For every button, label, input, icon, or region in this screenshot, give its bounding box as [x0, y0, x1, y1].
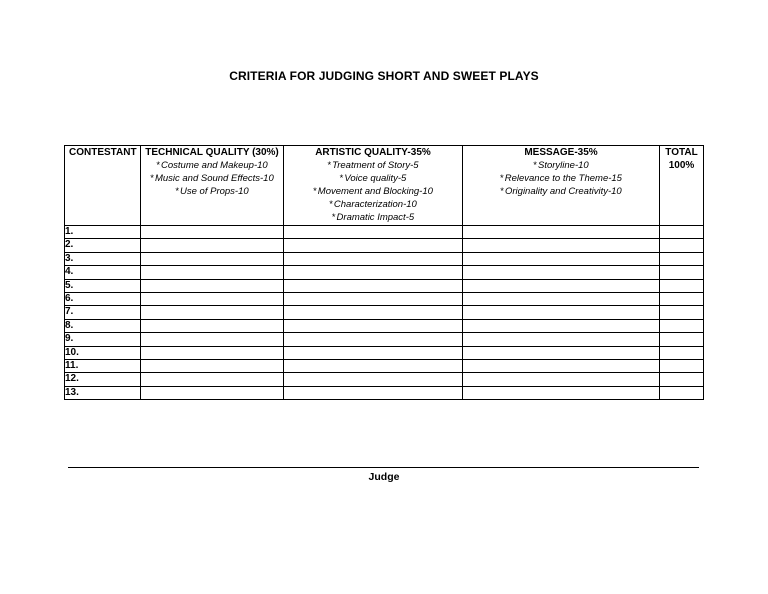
criterion-characterization: * Characterization-10 — [284, 198, 462, 211]
criterion-relevance-theme: * Relevance to the Theme-15 — [463, 172, 659, 185]
row-number: 2. — [65, 239, 141, 252]
table-row — [65, 346, 704, 359]
table-row — [65, 279, 704, 292]
row-number: 3. — [65, 252, 141, 265]
header-row — [65, 146, 704, 226]
artistic-score-cell[interactable] — [284, 333, 463, 346]
message-score-cell[interactable] — [463, 359, 660, 372]
message-score-cell[interactable] — [463, 333, 660, 346]
table-row — [65, 333, 704, 346]
artistic-score-cell[interactable] — [284, 226, 463, 239]
total-score-cell[interactable] — [660, 319, 704, 332]
row-number: 4. — [65, 266, 141, 279]
criterion-treatment-of-story: * Treatment of Story-5 — [284, 159, 462, 172]
artistic-score-cell[interactable] — [284, 266, 463, 279]
technical-score-cell[interactable] — [141, 279, 284, 292]
technical-quality-label: TECHNICAL QUALITY (30%) — [145, 147, 279, 158]
criterion-dramatic-impact: * Dramatic Impact-5 — [284, 211, 462, 224]
artistic-score-cell[interactable] — [284, 306, 463, 319]
row-number: 10. — [65, 346, 141, 359]
judge-label: Judge — [368, 471, 400, 483]
row-number: 11. — [65, 359, 141, 372]
total-score-cell[interactable] — [660, 226, 704, 239]
technical-score-cell[interactable] — [141, 239, 284, 252]
message-score-cell[interactable] — [463, 239, 660, 252]
total-score-cell[interactable] — [660, 333, 704, 346]
technical-score-cell[interactable] — [141, 292, 284, 305]
artistic-score-cell[interactable] — [284, 359, 463, 372]
total-score-cell[interactable] — [660, 359, 704, 372]
message-score-cell[interactable] — [463, 319, 660, 332]
contestant-header — [65, 146, 141, 226]
technical-score-cell[interactable] — [141, 226, 284, 239]
technical-score-cell[interactable] — [141, 252, 284, 265]
contestant-header-label: CONTESTANT — [69, 147, 137, 158]
artistic-score-cell[interactable] — [284, 346, 463, 359]
message-score-cell[interactable] — [463, 292, 660, 305]
artistic-quality-header — [284, 146, 463, 226]
artistic-score-cell[interactable] — [284, 252, 463, 265]
table-row — [65, 226, 704, 239]
message-score-cell[interactable] — [463, 252, 660, 265]
total-score-cell[interactable] — [660, 306, 704, 319]
message-score-cell[interactable] — [463, 279, 660, 292]
row-number: 1. — [65, 226, 141, 239]
technical-score-cell[interactable] — [141, 346, 284, 359]
criterion-originality-creativity: * Originality and Creativity-10 — [463, 185, 659, 198]
criterion-costume-makeup: * Costume and Makeup-10 — [141, 159, 283, 172]
technical-score-cell[interactable] — [141, 266, 284, 279]
total-score-cell[interactable] — [660, 266, 704, 279]
row-number: 7. — [65, 306, 141, 319]
table-row — [65, 306, 704, 319]
row-number: 9. — [65, 333, 141, 346]
table-row — [65, 239, 704, 252]
judge-signature-line[interactable] — [68, 467, 699, 468]
table-row — [65, 252, 704, 265]
total-score-cell[interactable] — [660, 239, 704, 252]
technical-score-cell[interactable] — [141, 333, 284, 346]
total-score-cell[interactable] — [660, 292, 704, 305]
total-score-cell[interactable] — [660, 279, 704, 292]
message-score-cell[interactable] — [463, 306, 660, 319]
total-score-cell[interactable] — [660, 252, 704, 265]
row-number: 6. — [65, 292, 141, 305]
total-percent: 100% — [668, 160, 695, 171]
criterion-voice-quality: * Voice quality-5 — [284, 172, 462, 185]
criterion-use-of-props: * Use of Props-10 — [141, 185, 283, 198]
total-score-cell[interactable] — [660, 346, 704, 359]
message-score-cell[interactable] — [463, 266, 660, 279]
technical-score-cell[interactable] — [141, 359, 284, 372]
total-score-cell[interactable] — [660, 373, 704, 386]
criterion-music-sound: * Music and Sound Effects-10 — [141, 172, 283, 185]
artistic-score-cell[interactable] — [284, 239, 463, 252]
row-number: 13. — [65, 386, 141, 399]
table-row — [65, 266, 704, 279]
page-title: CRITERIA FOR JUDGING SHORT AND SWEET PLAYS — [229, 69, 539, 83]
message-label: MESSAGE-35% — [524, 147, 598, 158]
technical-quality-header — [141, 146, 284, 226]
artistic-quality-label: ARTISTIC QUALITY-35% — [315, 147, 431, 158]
criteria-table — [64, 145, 704, 400]
row-number: 12. — [65, 373, 141, 386]
message-header — [463, 146, 660, 226]
technical-score-cell[interactable] — [141, 373, 284, 386]
criterion-storyline: * Storyline-10 — [463, 159, 659, 172]
table-row — [65, 319, 704, 332]
technical-score-cell[interactable] — [141, 319, 284, 332]
artistic-score-cell[interactable] — [284, 279, 463, 292]
message-score-cell[interactable] — [463, 373, 660, 386]
table-row — [65, 373, 704, 386]
total-header — [660, 146, 704, 226]
row-number: 8. — [65, 319, 141, 332]
artistic-score-cell[interactable] — [284, 292, 463, 305]
artistic-score-cell[interactable] — [284, 319, 463, 332]
message-score-cell[interactable] — [463, 386, 660, 399]
technical-score-cell[interactable] — [141, 386, 284, 399]
message-score-cell[interactable] — [463, 346, 660, 359]
total-label: TOTAL — [665, 147, 698, 158]
message-score-cell[interactable] — [463, 226, 660, 239]
technical-score-cell[interactable] — [141, 306, 284, 319]
criterion-movement-blocking: * Movement and Blocking-10 — [284, 185, 462, 198]
table-row — [65, 359, 704, 372]
artistic-score-cell[interactable] — [284, 373, 463, 386]
row-number: 5. — [65, 279, 141, 292]
table-row — [65, 292, 704, 305]
table-row — [65, 386, 704, 399]
artistic-score-cell[interactable] — [284, 386, 463, 399]
total-score-cell[interactable] — [660, 386, 704, 399]
